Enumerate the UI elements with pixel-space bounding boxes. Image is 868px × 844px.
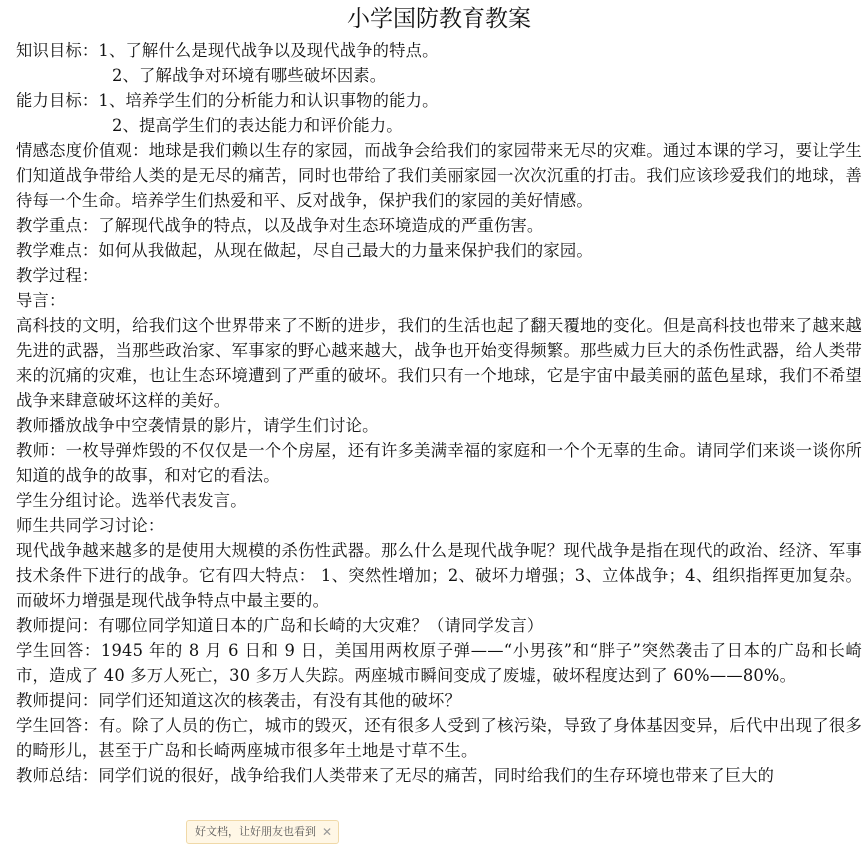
close-icon[interactable]: ✕: [322, 825, 333, 839]
paragraph: 教师总结：同学们说的很好，战争给我们人类带来了无尽的痛苦，同时给我们的生存环境也带来了巨大的: [16, 766, 775, 785]
paragraph: 学生回答：1945 年的 8 月 6 日和 9 日，美国用两枚原子弹——“小男孩”和“胖子”突然袭击了日本的广岛和长崎市，造成了 40 多万人死亡，30 多万人失踪。两座城市瞬间变成了废墟，破坏程度达到了 60%——80%。: [16, 641, 862, 685]
paragraph: 学生分组讨论。选举代表发言。: [16, 491, 247, 510]
paragraph: 师生共同学习讨论：: [16, 516, 165, 535]
document-body: [16, 38, 862, 788]
paragraph: 教师提问：有哪位同学知道日本的广岛和长崎的大灾难？（请同学发言）: [16, 616, 544, 635]
paragraph: 教师播放战争中空袭情景的影片，请学生们讨论。: [16, 416, 379, 435]
paragraph: 现代战争越来越多的是使用大规模的杀伤性武器。那么什么是现代战争呢？现代战争是指在现代的政治、经济、军事技术条件下进行的战争。它有四大特点： 1、突然性增加；2、破坏力增强；3、立体战争；4、组织指挥更加复杂。而破坏力增强是现代战争特点中最主要的。: [16, 541, 862, 610]
paragraph: 2、提高学生们的表达能力和评价能力。: [112, 116, 403, 135]
paragraph: 高科技的文明，给我们这个世界带来了不断的进步，我们的生活也起了翻天覆地的变化。但是高科技也带来了越来越先进的武器，当那些政治家、军事家的野心越来越大，战争也开始变得频繁。那些威力巨大的杀伤性武器，给人类带来的沉痛的灾难，也让生态环境遭到了严重的破坏。我们只有一个地球，它是宇宙中最美丽的蓝色星球，我们不希望战争来肆意破坏这样的美好。: [16, 316, 862, 410]
share-toast[interactable]: [186, 820, 339, 844]
paragraph: 2、了解战争对环境有哪些破坏因素。: [112, 66, 387, 85]
paragraph: 学生回答：有。除了人员的伤亡，城市的毁灭，还有很多人受到了核污染，导致了身体基因变异，后代中出现了很多的畸形儿，甚至于广岛和长崎两座城市很多年土地是寸草不生。: [16, 716, 862, 760]
paragraph: 教学过程：: [16, 266, 99, 285]
document-page: [0, 2, 868, 843]
paragraph: 教师提问：同学们还知道这次的核袭击，有没有其他的破坏？: [16, 691, 461, 710]
share-toast-text: 好文档，让好朋友也看到: [195, 825, 316, 838]
paragraph: 情感态度价值观：地球是我们赖以生存的家园，而战争会给我们的家园带来无尽的灾难。通过本课的学习，要让学生们知道战争带给人类的是无尽的痛苦，同时也带给了我们美丽家园一次次沉重的打击。我们应该珍爱我们的地球，善待每一个生命。培养学生们热爱和平、反对战争，保护我们的家园的美好情感。: [16, 141, 862, 210]
document-title: 小学国防教育教案: [347, 6, 531, 32]
paragraph: 导言：: [16, 291, 66, 310]
paragraph: 教学难点：如何从我做起，从现在做起，尽自己最大的力量来保护我们的家园。: [16, 241, 593, 260]
paragraph: 教学重点：了解现代战争的特点，以及战争对生态环境造成的严重伤害。: [16, 216, 544, 235]
paragraph: 教师：一枚导弹炸毁的不仅仅是一个个房屋，还有许多美满幸福的家庭和一个个无辜的生命。请同学们来谈一谈你所知道的战争的故事，和对它的看法。: [16, 441, 862, 485]
paragraph: 知识目标：1、了解什么是现代战争以及现代战争的特点。: [16, 41, 439, 60]
paragraph: 能力目标：1、培养学生们的分析能力和认识事物的能力。: [16, 91, 439, 110]
